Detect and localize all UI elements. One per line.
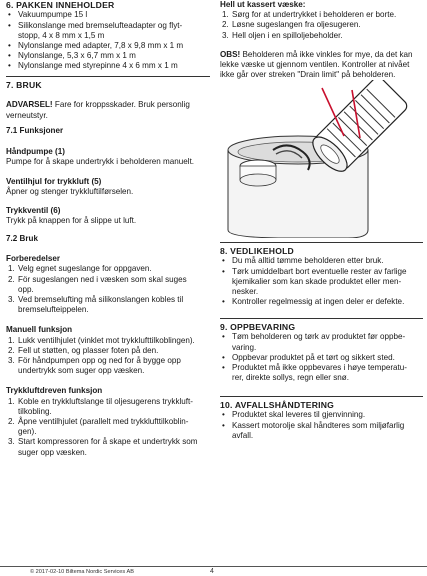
- list-item: stopp, 4 x 8 mm x 1,5 m: [18, 30, 105, 40]
- section-7-2: [6, 234, 210, 458]
- list-item: • Vakuumpumpe 15 l: [8, 10, 88, 20]
- list-item: kjemikalier som kan skade produktet eller men-: [232, 276, 402, 286]
- list-item: opp.: [18, 284, 34, 294]
- section-6-heading: 6. PAKKEN INNEHOLDER: [6, 0, 115, 10]
- list-item: • Du må alltid tømme beholderen etter bruk.: [222, 256, 384, 266]
- empty-fluid-section: [220, 0, 423, 80]
- disposal-list: [220, 410, 423, 441]
- list-item: varing.: [232, 342, 257, 352]
- list-item: • Kassert motorolje skal håndteres som miljøfarlig: [222, 420, 405, 430]
- list-item: 2. Åpne ventilhjulet (parallelt med trykklufttilkoblin-: [8, 417, 189, 427]
- list-item: 3. Ved bremselufting må silikonslangen kobles til: [8, 295, 184, 305]
- section-7-heading: 7. BRUK: [6, 80, 42, 90]
- feature-text: Pumpe for å skape undertrykk i beholderen manuelt.: [6, 157, 195, 167]
- warning-text-cont: verneutstyr.: [6, 110, 48, 120]
- list-item: • Kontroller regelmessig at ingen deler er defekte.: [222, 297, 405, 307]
- section-8: [220, 242, 423, 307]
- oil-extractor-illustration: [218, 80, 423, 238]
- storage-list: [220, 332, 423, 383]
- list-item: 1. Velg egnet sugeslange for oppgaven.: [8, 264, 152, 274]
- maintenance-list: [220, 256, 423, 307]
- copyright-text: © 2017-02-10 Biltema Nordic Services AB: [30, 569, 134, 575]
- list-item: • Nylonslange, 5,3 x 6,7 mm x 1 m: [8, 51, 136, 61]
- list-item: • Tørk umiddelbart bort eventuelle rester av farlige: [222, 266, 407, 276]
- list-item: avfall.: [232, 430, 254, 440]
- list-item: suger opp væsken.: [18, 447, 87, 457]
- list-item: 2. Fell ut støtten, og plasser foten på den.: [8, 345, 159, 355]
- section-divider: [220, 242, 423, 243]
- section-6-list: [6, 10, 210, 71]
- obs-note-line: lekke væske ut gjennom ventilen. Kontroller at nivået: [220, 60, 410, 70]
- list-item: undertrykk som suger opp væsken.: [18, 366, 145, 376]
- list-item: • Oppbevar produktet på et tørt og sikkert sted.: [222, 352, 395, 362]
- list-item: 3. Hell oljen i en spilloljebeholder.: [222, 30, 343, 40]
- list-item: bremselufteippelen.: [18, 305, 89, 315]
- section-divider: [220, 396, 423, 397]
- list-item: tilkobling.: [18, 406, 52, 416]
- list-item: nesker.: [232, 287, 259, 297]
- section-divider: [6, 76, 210, 77]
- list-item: 1. Sørg for at undertrykket i beholderen er borte.: [222, 10, 397, 20]
- section-10-heading: 10. AVFALLSHÅNDTERING: [220, 400, 335, 410]
- feature-title: Trykkventil (6): [6, 206, 61, 216]
- section-divider: [220, 318, 423, 319]
- obs-note-line: ikke går over streken "Drain limit" på beholderen.: [220, 70, 396, 80]
- section-7: [6, 76, 210, 121]
- air-list: [6, 397, 210, 458]
- list-item: • Nylonslange med adapter, 7,8 x 9,8 mm x 1 m: [8, 41, 184, 51]
- empty-fluid-title: Hell ut kassert væske:: [220, 0, 306, 9]
- section-10: [220, 396, 423, 441]
- obs-note: OBS! Beholderen må ikke vinkles for mye, da det kan: [220, 49, 413, 59]
- section-7-1-heading: 7.1 Funksjoner: [6, 126, 64, 135]
- list-item: • Tøm beholderen og tørk av produktet før oppbe-: [222, 332, 406, 342]
- list-item: • Produktet skal leveres til gjenvinning.: [222, 410, 366, 420]
- feature-title: Ventilhjul for trykkluft (5): [6, 176, 102, 186]
- list-item: 1. Koble en trykkluftslange til oljesugerens trykkluft-: [8, 396, 193, 406]
- section-9: [220, 318, 423, 383]
- list-item: • Silikonslange med bremselufteadapter og flyt-: [8, 20, 183, 30]
- prep-list: [6, 264, 210, 315]
- list-item: 3. Start kompressoren for å skape et undertrykk som: [8, 437, 198, 447]
- section-8-heading: 8. VEDLIKEHOLD: [220, 246, 294, 256]
- empty-fluid-steps: [220, 10, 423, 41]
- manual-list: [6, 336, 210, 377]
- section-7-2-heading: 7.2 Bruk: [6, 234, 38, 243]
- section-6: [6, 0, 210, 72]
- page-number: 4: [210, 568, 214, 575]
- list-item: 3. För håndpumpen opp og ned for å bygge opp: [8, 356, 181, 366]
- feature-title: Håndpumpe (1): [6, 147, 65, 157]
- section-7-1: [6, 126, 210, 226]
- list-item: gen).: [18, 427, 37, 437]
- manual-title: Manuell funksjon: [6, 325, 73, 335]
- list-item: 2. För sugeslangen ned i væsken som skal suges: [8, 274, 187, 284]
- list-item: • Nylonslange med styrepinne 4 x 6 mm x 1 m: [8, 61, 178, 71]
- prep-title: Forberedelser: [6, 254, 60, 264]
- warning-text: ADVARSEL! Fare for kroppsskader. Bruk personlig: [6, 100, 190, 110]
- feature-text: Trykk på knappen for å slippe ut luft.: [6, 216, 137, 226]
- list-item: • Produktet må ikke oppbevares i høye temperatu-: [222, 363, 407, 373]
- list-item: 2. Løsne sugeslangen fra oljesugeren.: [222, 20, 361, 30]
- list-item: 1. Lukk ventilhjulet (vinklet mot trykklufttilkoblingen).: [8, 335, 195, 345]
- feature-text: Åpner og stenger trykkluftilførselen.: [6, 186, 134, 196]
- air-title: Trykkluftdreven funksjon: [6, 386, 103, 396]
- list-item: rer, direkte sollys, regn eller snø.: [232, 373, 349, 383]
- section-9-heading: 9. OPPBEVARING: [220, 322, 296, 332]
